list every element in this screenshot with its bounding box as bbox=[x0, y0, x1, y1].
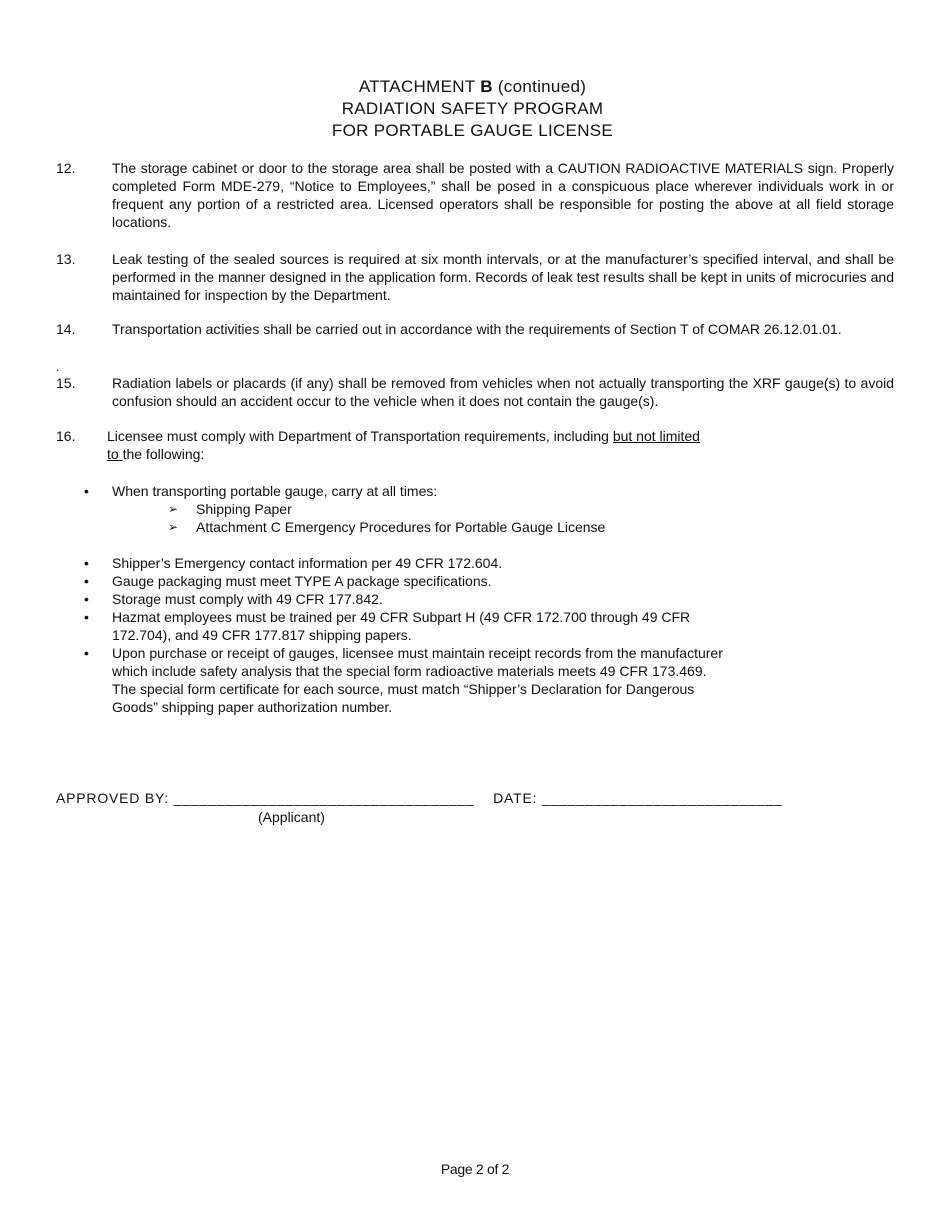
requirements-bullet-list bbox=[84, 554, 724, 716]
list-item: • When transporting portable gauge, carry at all times: ➢ Shipping Paper ➢ Attachment C Emergency Procedures for Portable Gauge License bbox=[84, 482, 724, 536]
document-title bbox=[0, 76, 945, 142]
item-text: Licensee must comply with Department of Transportation requirements, including but not limited to the following: bbox=[107, 428, 700, 462]
carry-sublist bbox=[112, 500, 724, 536]
sub-list-item: ➢ Attachment C Emergency Procedures for Portable Gauge License bbox=[112, 518, 724, 536]
item-text: Leak testing of the sealed sources is required at six month intervals, or at the manufacturer’s specified interval, and shall be performed in the manner designed in the application form. Records of leak test results shall be kept in units of microcuries and maintained for inspection by the Department. bbox=[112, 251, 894, 303]
list-item: • Shipper’s Emergency contact information per 49 CFR 172.604. bbox=[84, 554, 724, 572]
title-line-3: FOR PORTABLE GAUGE LICENSE bbox=[331, 121, 614, 140]
item-number: 12. bbox=[56, 160, 76, 176]
approval-line bbox=[56, 789, 782, 807]
item-text: Transportation activities shall be carried out in accordance with the requirements of Section T of COMAR 26.12.01.01. bbox=[112, 321, 842, 337]
item-number: 14. bbox=[56, 321, 76, 337]
list-item: • Storage must comply with 49 CFR 177.842. bbox=[84, 590, 724, 608]
approved-by-field[interactable]: ___________________________________ bbox=[173, 790, 475, 806]
item-15 bbox=[56, 374, 894, 410]
item-13 bbox=[56, 250, 894, 304]
applicant-caption: (Applicant) bbox=[258, 809, 325, 825]
page-number: Page 2 of 2 bbox=[440, 1161, 510, 1177]
item-12 bbox=[56, 159, 894, 231]
transport-bullet-list bbox=[84, 482, 724, 536]
title-line-1 bbox=[0, 76, 945, 98]
item-number: 13. bbox=[56, 251, 76, 267]
sub-list-item: ➢ Shipping Paper bbox=[112, 500, 724, 518]
item-text: The storage cabinet or door to the storage area shall be posted with a CAUTION RADIOACTIVE MATERIALS sign. Properly completed Form MDE-279, “Notice to Employees,” shall be posed in a conspicuous place wherever individuals work in or frequent any portion of a restricted area. Licensed operators shall be responsible for posting the above at all field storage locations. bbox=[112, 160, 894, 230]
item-text: Radiation labels or placards (if any) shall be removed from vehicles when not actually transporting the XRF gauge(s) to avoid confusion should an accident occur to the vehicle when it does not contain the gauge(s). bbox=[112, 375, 894, 409]
title-line-2: RADIATION SAFETY PROGRAM bbox=[341, 99, 604, 118]
date-label: DATE: bbox=[493, 790, 538, 806]
title-attachment: ATTACHMENT bbox=[358, 77, 476, 96]
item-16 bbox=[56, 427, 776, 463]
title-continued: (continued) bbox=[497, 77, 587, 96]
item-14 bbox=[56, 320, 894, 338]
title-letter: B bbox=[480, 77, 493, 96]
list-item: • Upon purchase or receipt of gauges, licensee must maintain receipt records from the manufacturer which include safety analysis that the special form radioactive materials meets 49 CFR 173.469. The special form certificate for each source, must match “Shipper’s Declaration for Dangerous Goods” shipping paper authorization number. bbox=[84, 644, 724, 716]
list-item: • Hazmat employees must be trained per 49 CFR Subpart H (49 CFR 172.700 through 49 CFR 172.704), and 49 CFR 177.817 shipping papers. bbox=[84, 608, 724, 644]
date-field[interactable]: ____________________________ bbox=[541, 790, 783, 806]
item-number: 15. bbox=[56, 375, 76, 391]
item-number: 16. bbox=[56, 428, 76, 444]
stray-dot: . bbox=[56, 360, 60, 374]
approved-by-label: APPROVED BY: bbox=[56, 790, 170, 806]
list-item: • Gauge packaging must meet TYPE A package specifications. bbox=[84, 572, 724, 590]
